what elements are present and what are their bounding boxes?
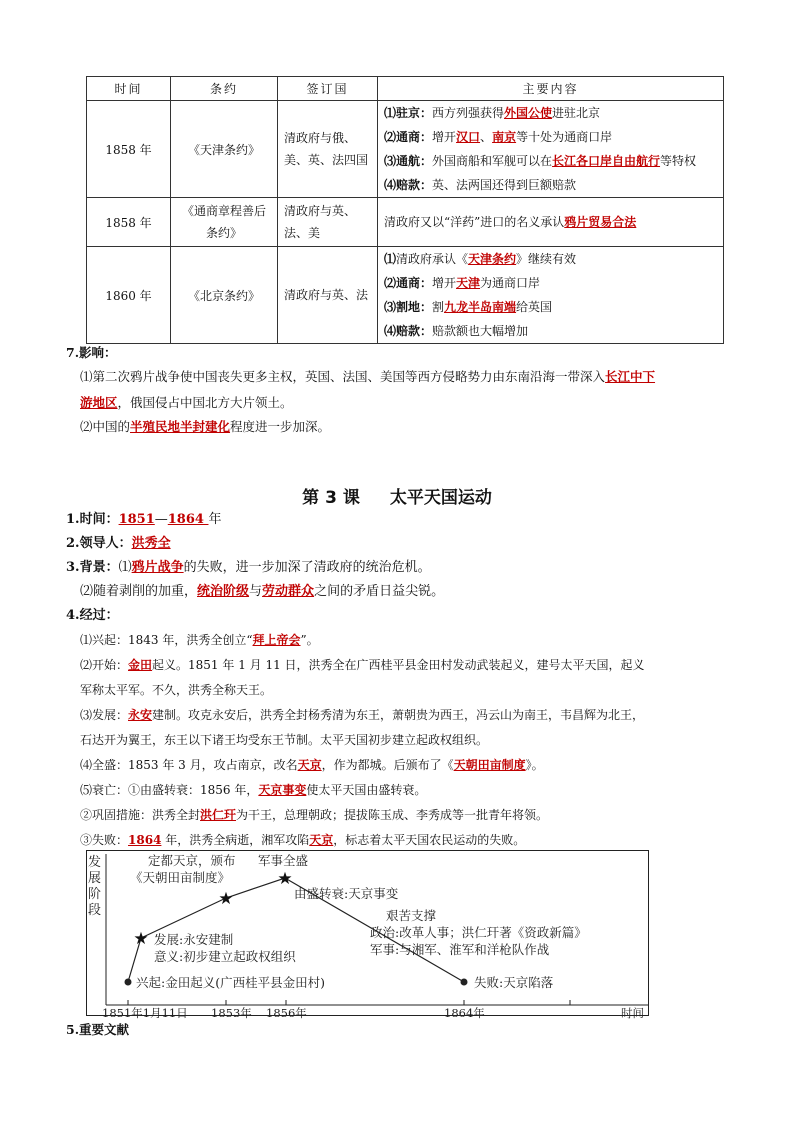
row-content: [378, 198, 724, 247]
label-peak: 军事全盛: [258, 853, 309, 868]
label-development: 发展:永安建制: [154, 932, 234, 947]
treaty-table: [86, 76, 724, 344]
content-line: ⑴清政府承认《天津条约》继续有效: [384, 252, 577, 266]
content-line: ⑶通航：外国商船和军舰可以在长江各口岸自由航行等特权: [384, 154, 697, 168]
y-label-char: 发: [88, 855, 102, 870]
content-line: ⑴驻京：西方列强获得外国公使进驻北京: [384, 106, 601, 120]
end-point: [461, 979, 468, 986]
process-failure: ③失败：1864 年，洪秀全病逝，湘军攻陷天京，标志着太平天国农民运动的失败。: [80, 833, 526, 847]
impact-paragraph-1: ⑴第二次鸦片战争使中国丧失更多主权，英国、法国、美国等西方侵略势力由东南沿海一带深入长江中下 游地区，俄国侵占中国北方大片领土。: [80, 369, 656, 410]
y-label-char: 段: [88, 903, 102, 918]
tick-label: 1856年: [266, 1006, 307, 1020]
basic-info: [66, 508, 736, 628]
background-line-1: 3.背景：⑴鸦片战争的失败，进一步加深了清政府的统治危机。: [66, 560, 431, 575]
label-significance: 意义:初步建立起政权组织: [154, 949, 296, 964]
content-line: ⑷赔款：英、法两国还得到巨额赔款: [384, 178, 577, 192]
development-stage-diagram: [86, 850, 652, 1020]
table-row: [87, 247, 724, 344]
header-countries: 签订国: [278, 77, 378, 101]
label-politics: 政治:改革人事；洪仁玕著《资政新篇》: [370, 925, 587, 940]
label-fall: 失败:天京陷落: [474, 975, 554, 990]
label-turn: 由盛转衰:天京事变: [294, 886, 399, 901]
header-treaty: 条约: [171, 77, 278, 101]
process-rise: ⑴兴起：1843 年，洪秀全创立“拜上帝会”。: [80, 633, 319, 647]
y-label-char: 展: [88, 871, 102, 886]
content-line: ⑵通商：增开汉口、南京等十处为通商口岸: [384, 130, 613, 144]
star-icon: ★: [277, 869, 293, 889]
row-countries: 清政府与英、法、美: [278, 198, 378, 247]
impact-section: [66, 342, 736, 438]
y-label-char: 阶: [88, 887, 102, 902]
label-capital-1: 定都天京，颁布: [148, 853, 236, 868]
label-rise: 兴起:金田起义(广西桂平县金田村): [136, 975, 325, 990]
label-struggle: 艰苦支撑: [386, 908, 437, 923]
label-capital-2: 《天朝田亩制度》: [130, 870, 231, 885]
x-ticks: [128, 1000, 570, 1005]
content-line: ⑵通商：增开天津为通商口岸: [384, 276, 541, 290]
header-time: 时间: [87, 77, 171, 101]
background-line-2: ⑵随着剥削的加重，统治阶级与劳动群众之间的矛盾日益尖锐。: [80, 584, 445, 599]
content-line: 清政府又以“洋药”进口的名义承认鸦片贸易合法: [384, 215, 637, 229]
process-peak: ⑷全盛：1853 年 3 月，攻占南京，改名天京，作为都城。后颁布了《天朝田亩制度》。: [80, 758, 544, 772]
documents-heading: 5.重要文献: [66, 1022, 130, 1037]
star-icon: ★: [133, 929, 149, 949]
row-year: 1858 年: [87, 101, 171, 198]
content-line: ⑶割地：割九龙半岛南端给英国: [384, 300, 553, 314]
content-line: ⑷赔款：赔款额也大幅增加: [384, 324, 529, 338]
process-start: ⑵开始：金田起义。1851 年 1 月 11 日，洪秀全在广西桂平县金田村发动武装起义，建号太平天国，起义 军称太平军。不久，洪秀全称天王。: [80, 658, 645, 697]
table-header-row: [87, 77, 724, 101]
lesson-title: [0, 483, 794, 508]
process-decline: ⑸衰亡：①由盛转衰：1856 年，天京事变使太平天国由盛转衰。: [80, 783, 427, 797]
y-axis-label: [88, 855, 101, 918]
table-row: [87, 198, 724, 247]
row-year: 1858 年: [87, 198, 171, 247]
row-treaty: 《天津条约》: [171, 101, 278, 198]
tick-label: 1864年: [444, 1006, 485, 1020]
row-year: 1860 年: [87, 247, 171, 344]
process-development: ⑶发展：永安建制。攻克永安后，洪秀全封杨秀清为东王，萧朝贵为西王，冯云山为南王，韦昌辉为北王， 石达开为翼王，东王以下诸王均受东王节制。太平天国初步建立起政权组织。: [80, 708, 645, 747]
process-consolidation: ②巩固措施：洪秀全封洪仁玕为干王，总理朝政；提拔陈玉成、李秀成等一批青年将领。: [80, 808, 549, 822]
table-row: [87, 101, 724, 198]
tick-label: 1851年1月11日: [102, 1006, 188, 1020]
leader-line: 2.领导人：洪秀全: [66, 536, 171, 551]
impact-heading: 7.影响：: [66, 345, 117, 360]
lesson-name: 太平天国运动: [389, 488, 492, 508]
row-countries: 清政府与英、法: [278, 247, 378, 344]
row-content: [378, 247, 724, 344]
process-heading: 4.经过：: [66, 608, 119, 623]
process-section: [66, 628, 736, 853]
start-point: [125, 979, 132, 986]
row-treaty: 《通商章程善后条约》: [171, 198, 278, 247]
x-axis-label: 时间: [621, 1006, 644, 1020]
row-treaty: 《北京条约》: [171, 247, 278, 344]
time-line: 1.时间：1851—1864 年: [66, 512, 222, 527]
row-content: [378, 101, 724, 198]
row-countries: 清政府与俄、美、英、法四国: [278, 101, 378, 198]
header-content: 主要内容: [378, 77, 724, 101]
tick-label: 1853年: [211, 1006, 252, 1020]
impact-paragraph-2: ⑵中国的半殖民地半封建化程度进一步加深。: [80, 419, 331, 434]
label-military: 军事:与湘军、淮军和洋枪队作战: [370, 942, 550, 957]
lesson-number: 第 3 课: [302, 488, 360, 508]
star-icon: ★: [218, 889, 234, 909]
